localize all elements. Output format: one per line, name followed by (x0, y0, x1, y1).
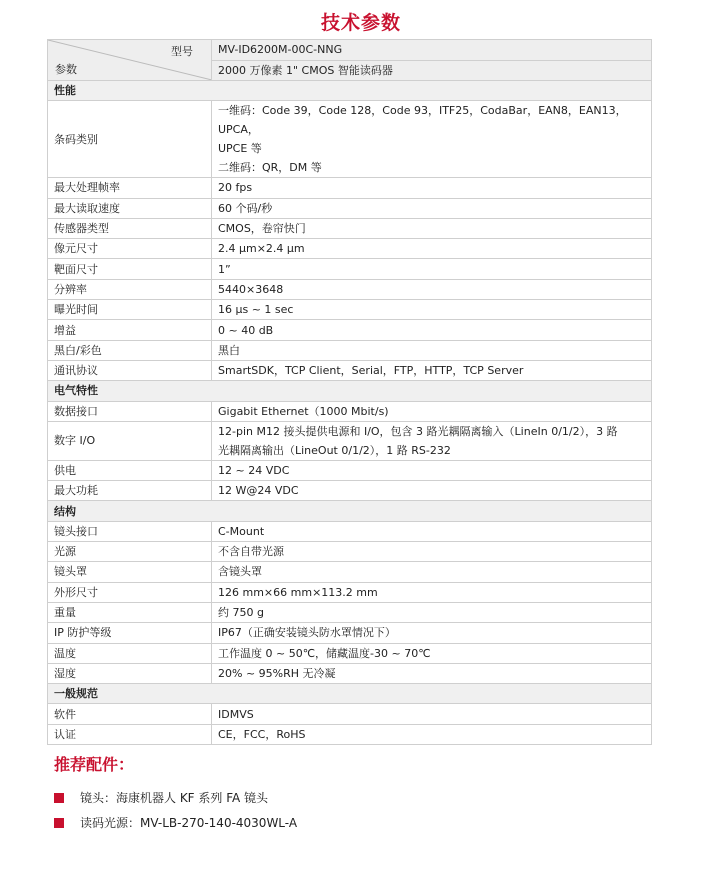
table-row (48, 460, 652, 480)
row-label: 湿度 (48, 663, 212, 683)
row-value (212, 340, 652, 360)
row-value-line: IDMVS (218, 707, 254, 721)
row-label: 数据接口 (48, 401, 212, 421)
section-title: 一般规范 (48, 684, 652, 704)
row-value (212, 460, 652, 480)
header-model-value: MV-ID6200M-00C-NNG (212, 40, 652, 61)
row-value-line: 0 ~ 40 dB (218, 323, 274, 337)
row-label: 条码类别 (48, 101, 212, 178)
row-label: 最大读取速度 (48, 198, 212, 218)
row-value-line: 126 mm×66 mm×113.2 mm (218, 585, 378, 599)
row-value (212, 178, 652, 198)
row-value (212, 623, 652, 643)
table-row (48, 663, 652, 683)
spec-table (47, 39, 652, 745)
row-value-line: 含镜头罩 (218, 565, 262, 579)
row-label: 外形尺寸 (48, 582, 212, 602)
accessory-item-light (54, 814, 297, 831)
table-row (48, 198, 652, 218)
table-row (48, 421, 652, 460)
row-value (212, 704, 652, 724)
table-row (48, 582, 652, 602)
row-value-line: 黑白 (218, 343, 240, 357)
row-value (212, 663, 652, 683)
table-row (48, 101, 652, 178)
row-label: 像元尺寸 (48, 239, 212, 259)
row-value-line: CMOS，卷帘快门 (218, 222, 306, 236)
row-value-line: 2.4 μm×2.4 μm (218, 242, 305, 256)
row-label: 通讯协议 (48, 360, 212, 380)
section-title: 电气特性 (48, 381, 652, 401)
section-title: 结构 (48, 501, 652, 521)
row-value-line: 一维码：Code 39，Code 128，Code 93，ITF25，CodaBar，EAN8，EAN13，UPCA， (218, 104, 627, 137)
table-row (48, 724, 652, 744)
square-bullet-icon (54, 793, 64, 803)
row-value (212, 239, 652, 259)
row-value-line: 12 W@24 VDC (218, 484, 299, 498)
page-title: 技术参数 (320, 12, 401, 34)
row-value (212, 542, 652, 562)
row-value-line: 1” (218, 262, 231, 276)
row-value (212, 481, 652, 501)
row-value-line: 20% ~ 95%RH 无冷凝 (218, 666, 336, 680)
table-row (48, 704, 652, 724)
table-header-row (48, 40, 652, 61)
row-value (212, 259, 652, 279)
accessories-title: 推荐配件： (54, 755, 135, 774)
row-label: 镜头罩 (48, 562, 212, 582)
row-label: 最大功耗 (48, 481, 212, 501)
row-label: 靶面尺寸 (48, 259, 212, 279)
row-value (212, 582, 652, 602)
row-label: 软件 (48, 704, 212, 724)
header-corner-cell (48, 40, 212, 81)
row-value-line: 工作温度 0 ~ 50℃，储藏温度-30 ~ 70℃ (218, 646, 431, 660)
section-row (48, 501, 652, 521)
row-value-line: 16 μs ~ 1 sec (218, 303, 294, 317)
table-row (48, 643, 652, 663)
table-row (48, 239, 652, 259)
table-row (48, 178, 652, 198)
row-label: 曝光时间 (48, 300, 212, 320)
accessory-item-light-text: 读码光源：MV-LB-270-140-4030WL-A (80, 816, 298, 830)
section-title: 性能 (48, 81, 652, 101)
row-value (212, 724, 652, 744)
row-label: 认证 (48, 724, 212, 744)
row-value (212, 643, 652, 663)
row-value (212, 521, 652, 541)
accessory-item-lens-text: 镜头：海康机器人 KF 系列 FA 镜头 (80, 791, 269, 805)
row-value-line: 5440×3648 (218, 282, 284, 296)
row-value-line: 约 750 g (218, 606, 264, 620)
table-row (48, 279, 652, 299)
row-value-line: 不含自带光源 (218, 545, 284, 559)
row-value (212, 198, 652, 218)
row-label: 供电 (48, 460, 212, 480)
table-row (48, 481, 652, 501)
row-label: 重量 (48, 602, 212, 622)
row-value-line: 二维码：QR，DM 等 (218, 161, 322, 175)
row-value-line: 60 个码/秒 (218, 201, 273, 215)
header-corner-param-label: 参数 (55, 63, 77, 76)
row-value (212, 421, 652, 460)
table-row (48, 623, 652, 643)
table-row (48, 542, 652, 562)
row-label: 镜头接口 (48, 521, 212, 541)
row-label: 光源 (48, 542, 212, 562)
table-row (48, 320, 652, 340)
section-row (48, 381, 652, 401)
row-value-line: Gigabit Ethernet（1000 Mbit/s) (218, 404, 389, 418)
section-row (48, 81, 652, 101)
row-value-line: 12 ~ 24 VDC (218, 464, 290, 477)
row-value-line: IP67（正确安装镜头防水罩情况下） (218, 626, 396, 640)
table-row (48, 562, 652, 582)
table-row (48, 602, 652, 622)
table-row (48, 300, 652, 320)
header-description-value: 2000 万像素 1" CMOS 智能读码器 (212, 60, 652, 81)
row-value-line: 光耦隔离输出（LineOut 0/1/2），1 路 RS-232 (218, 443, 451, 457)
row-value (212, 218, 652, 238)
table-row (48, 340, 652, 360)
section-row (48, 684, 652, 704)
header-corner-model-label: 型号 (171, 45, 193, 58)
row-label: 增益 (48, 320, 212, 340)
row-value-line: 12-pin M12 接头提供电源和 I/O，包含 3 路光耦隔离输入（LineIn 0/1/2），3 路 (218, 424, 618, 438)
square-bullet-icon (54, 818, 64, 828)
row-label: 传感器类型 (48, 218, 212, 238)
row-label: 分辨率 (48, 279, 212, 299)
row-value-line: UPCE 等 (218, 142, 262, 156)
row-label: 数字 I/O (48, 421, 212, 460)
row-value-line: C-Mount (218, 524, 265, 538)
table-row (48, 259, 652, 279)
row-value (212, 602, 652, 622)
row-value-line: SmartSDK，TCP Client，Serial，FTP，HTTP，TCP Server (218, 364, 524, 378)
table-row (48, 360, 652, 380)
row-label: 温度 (48, 643, 212, 663)
row-label: 黑白/彩色 (48, 340, 212, 360)
row-value (212, 101, 652, 178)
accessory-item-lens (54, 789, 268, 806)
row-value-line: CE，FCC，RoHS (218, 727, 306, 741)
row-value (212, 401, 652, 421)
table-row (48, 521, 652, 541)
row-label: 最大处理帧率 (48, 178, 212, 198)
row-value (212, 279, 652, 299)
table-row (48, 401, 652, 421)
row-value (212, 360, 652, 380)
row-value (212, 300, 652, 320)
row-value (212, 562, 652, 582)
table-row (48, 218, 652, 238)
row-label: IP 防护等级 (48, 623, 212, 643)
row-value-line: 20 fps (218, 181, 253, 195)
row-value (212, 320, 652, 340)
